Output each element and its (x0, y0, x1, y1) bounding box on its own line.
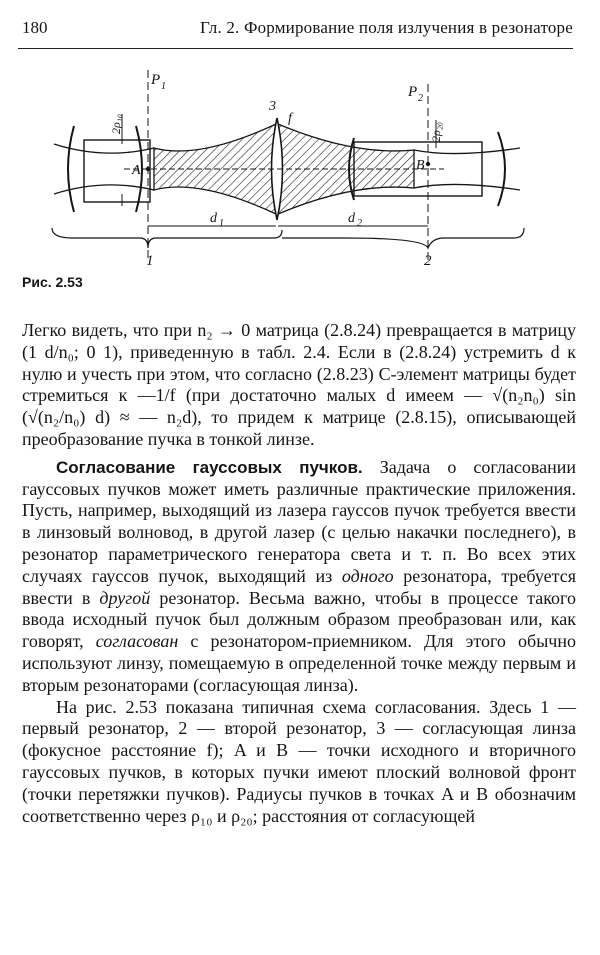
body-text (22, 320, 576, 827)
label-d2: d (348, 211, 355, 226)
beam-matching-diagram (24, 60, 564, 280)
chapter-title: Гл. 2. Формирование поля излучения в резонаторе (200, 18, 573, 37)
brace-resonator-1 (52, 228, 282, 248)
figure-2-53 (24, 60, 564, 280)
label-d1-sub: 1 (219, 218, 224, 229)
label-lens-number: 3 (269, 99, 276, 114)
label-point-b: B (416, 158, 425, 173)
paragraph-1: Легко видеть, что при n₂ → 0 матрица (2.8.24) превращается в матрицу (1 d/n₀; 0 1), приведенную в табл. 2.4. Если в (2.8.24) устремить d к нулю и учесть при этом, что согласно (2.8.23) C-элемент матрицы будет стремиться к —1/f (при достаточно малых d имеем — √(n₂n₀) sin (√(n₂/n₀) d) ≈ — n₂d), то придем к матрице (2.8.15), описывающей преобразование пучка в тонкой линзе. (22, 320, 576, 449)
label-p2: P (408, 84, 418, 100)
section-heading: Согласование гауссовых пучков. (56, 457, 363, 477)
page-header (18, 14, 573, 49)
label-focal: f (288, 111, 292, 126)
brace-resonator-2 (282, 228, 524, 248)
label-rho20: 2ρ₂₀ (429, 121, 443, 142)
label-p1-sub: 1 (161, 81, 166, 92)
label-resonator-1: 1 (146, 253, 154, 269)
figure-caption: Рис. 2.53 (22, 274, 83, 290)
resonator1-left-mirror (68, 126, 74, 212)
paragraph-3: На рис. 2.53 показана типичная схема согласования. Здесь 1 — первый резонатор, 2 — второй резонатор, 3 — согласующая линза (фокусное расстояние f); A и B — точки исходного и вторичного гауссовых пучков, в которых пучки имеют плоский волновой фронт (точки перетяжки пучков). Радиусы пучков в точках A и B обозначим соответственно через ρ₁₀ и ρ₂₀; расстояния от согласующей (22, 696, 576, 826)
label-point-a: A (132, 163, 141, 178)
label-p1: P (151, 72, 161, 88)
resonator2-right-mirror (498, 132, 505, 206)
label-d2-sub: 2 (357, 218, 362, 229)
label-resonator-2: 2 (424, 253, 432, 269)
label-rho10: 2ρ₁₀ (109, 113, 123, 134)
label-p2-sub: 2 (418, 93, 423, 104)
paragraph-2: Согласование гауссовых пучков. Задача о согласовании гауссовых пучков может иметь различные практические приложения. Пусть, например, выходящий из лазера гауссов пучок требуется ввести в линзовый волновод, в другой лазер (с целью накачки последнего), в резонатор параметрического генератора света и т. п. Во всех этих случаях гауссов пучок, выходящий из одного резонатора, требуется ввести в другой резонатор. Весьма важно, чтобы в процессе такого ввода исходный пучок был должным образом преобразован или, как говорят, согласован с резонатором-приемником. Для этого обычно используют линзу, помещаемую в определенной точке между первым и вторым резонаторами (согласующая линза). (22, 456, 576, 695)
label-d1: d (210, 211, 217, 226)
page-number: 180 (22, 18, 48, 37)
